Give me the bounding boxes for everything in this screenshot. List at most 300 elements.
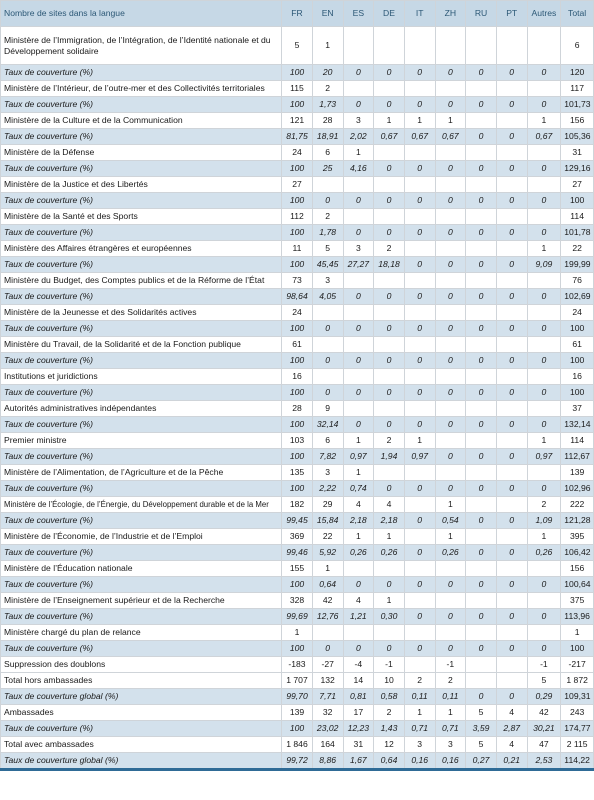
cell-es xyxy=(343,401,374,417)
cell-autres xyxy=(527,27,561,65)
cell-fr: 100 xyxy=(282,417,313,433)
cell-es: 2,18 xyxy=(343,513,374,529)
cell-it xyxy=(404,401,435,417)
coverage-rate-label: Taux de couverture (%) xyxy=(1,385,282,401)
cell-total: 37 xyxy=(561,401,594,417)
cell-autres: 0 xyxy=(527,97,561,113)
cell-es: 0 xyxy=(343,385,374,401)
cell-en: 0 xyxy=(312,641,343,657)
entity-row xyxy=(1,81,594,97)
cell-zh xyxy=(435,241,466,257)
cell-fr: 121 xyxy=(282,113,313,129)
header-label: Nombre de sites dans la langue xyxy=(1,1,282,27)
cell-de: 2 xyxy=(374,705,405,721)
cell-de xyxy=(374,401,405,417)
cell-en: 32 xyxy=(312,705,343,721)
coverage-rate-label: Taux de couverture (%) xyxy=(1,289,282,305)
cell-es: 0 xyxy=(343,65,374,81)
coverage-rate-label: Taux de couverture (%) xyxy=(1,97,282,113)
cell-es: 0,26 xyxy=(343,545,374,561)
cell-total: 27 xyxy=(561,177,594,193)
cell-en: 1,73 xyxy=(312,97,343,113)
cell-en: 132 xyxy=(312,673,343,689)
cell-de: 18,18 xyxy=(374,257,405,273)
cell-de xyxy=(374,561,405,577)
cell-fr: 1 707 xyxy=(282,673,313,689)
cell-autres: 0 xyxy=(527,417,561,433)
cell-en: 2 xyxy=(312,209,343,225)
cell-it: 0,71 xyxy=(404,721,435,737)
cell-fr: 73 xyxy=(282,273,313,289)
cell-ru: 0 xyxy=(466,193,497,209)
cell-en: 32,14 xyxy=(312,417,343,433)
coverage-rate-row xyxy=(1,513,594,529)
cell-zh xyxy=(435,625,466,641)
cell-pt: 0 xyxy=(496,257,527,273)
header-col-it: IT xyxy=(404,1,435,27)
cell-zh: 0,54 xyxy=(435,513,466,529)
cell-it: 0 xyxy=(404,257,435,273)
header-col-pt: PT xyxy=(496,1,527,27)
cell-de: 2,18 xyxy=(374,513,405,529)
cell-es: 31 xyxy=(343,737,374,753)
cell-en: 12,76 xyxy=(312,609,343,625)
entity-label: Ministère de l’Intérieur, de l’outre-mer et des Collectivités territoriales xyxy=(1,81,282,97)
cell-en: 8,86 xyxy=(312,753,343,770)
cell-zh: 0 xyxy=(435,609,466,625)
coverage-rate-label: Taux de couverture (%) xyxy=(1,353,282,369)
cell-pt xyxy=(496,113,527,129)
header-col-fr: FR xyxy=(282,1,313,27)
entity-label: Autorités administratives indépendantes xyxy=(1,401,282,417)
entity-label: Ministère de la Défense xyxy=(1,145,282,161)
cell-total: 395 xyxy=(561,529,594,545)
cell-autres xyxy=(527,465,561,481)
cell-es: 0 xyxy=(343,97,374,113)
cell-ru xyxy=(466,337,497,353)
cell-pt xyxy=(496,241,527,257)
cell-fr: 139 xyxy=(282,705,313,721)
cell-pt: 0 xyxy=(496,641,527,657)
cell-es: 3 xyxy=(343,113,374,129)
cell-de xyxy=(374,273,405,289)
cell-en: 1 xyxy=(312,27,343,65)
cell-de: 0,67 xyxy=(374,129,405,145)
cell-fr: 16 xyxy=(282,369,313,385)
cell-total: 114 xyxy=(561,209,594,225)
cell-ru: 5 xyxy=(466,737,497,753)
cell-fr: 135 xyxy=(282,465,313,481)
cell-pt: 0 xyxy=(496,97,527,113)
cell-de: 0 xyxy=(374,65,405,81)
cell-ru: 0 xyxy=(466,577,497,593)
cell-it xyxy=(404,209,435,225)
cell-zh: -1 xyxy=(435,657,466,673)
cell-de xyxy=(374,625,405,641)
cell-zh: 0 xyxy=(435,257,466,273)
cell-fr: 98,64 xyxy=(282,289,313,305)
cell-total: 120 xyxy=(561,65,594,81)
entity-row xyxy=(1,401,594,417)
coverage-rate-label: Taux de couverture (%) xyxy=(1,641,282,657)
cell-de xyxy=(374,81,405,97)
cell-zh: 1 xyxy=(435,705,466,721)
cell-pt: 0 xyxy=(496,481,527,497)
cell-en: 22 xyxy=(312,529,343,545)
cell-en: 18,91 xyxy=(312,129,343,145)
cell-pt xyxy=(496,145,527,161)
coverage-rate-row xyxy=(1,609,594,625)
coverage-rate-row xyxy=(1,689,594,705)
entity-label: Ambassades xyxy=(1,705,282,721)
cell-autres: 9,09 xyxy=(527,257,561,273)
cell-fr: 100 xyxy=(282,193,313,209)
cell-autres: 0 xyxy=(527,481,561,497)
cell-autres xyxy=(527,305,561,321)
cell-ru: 0 xyxy=(466,257,497,273)
cell-zh: 0,16 xyxy=(435,753,466,770)
cell-de: 12 xyxy=(374,737,405,753)
cell-total: 132,14 xyxy=(561,417,594,433)
cell-en: 2,22 xyxy=(312,481,343,497)
cell-it xyxy=(404,529,435,545)
cell-es xyxy=(343,177,374,193)
cell-autres: 2 xyxy=(527,497,561,513)
table-header xyxy=(1,1,594,27)
cell-autres: 0,26 xyxy=(527,545,561,561)
header-col-total: Total xyxy=(561,1,594,27)
coverage-rate-label: Taux de couverture (%) xyxy=(1,481,282,497)
cell-total: 375 xyxy=(561,593,594,609)
cell-fr: 155 xyxy=(282,561,313,577)
cell-autres: -1 xyxy=(527,657,561,673)
cell-total: 100 xyxy=(561,353,594,369)
cell-it xyxy=(404,497,435,513)
cell-it: 0,97 xyxy=(404,449,435,465)
cell-total: 100 xyxy=(561,321,594,337)
coverage-rate-row xyxy=(1,641,594,657)
cell-total: 100 xyxy=(561,385,594,401)
cell-en: 5,92 xyxy=(312,545,343,561)
cell-zh: 0 xyxy=(435,225,466,241)
entity-row xyxy=(1,177,594,193)
entity-row xyxy=(1,337,594,353)
cell-de xyxy=(374,27,405,65)
cell-en: 1,78 xyxy=(312,225,343,241)
cell-es: 1 xyxy=(343,433,374,449)
cell-en: 20 xyxy=(312,65,343,81)
cell-de: 2 xyxy=(374,241,405,257)
header-col-de: DE xyxy=(374,1,405,27)
coverage-rate-label: Taux de couverture global (%) xyxy=(1,689,282,705)
cell-total: 139 xyxy=(561,465,594,481)
cell-en: 45,45 xyxy=(312,257,343,273)
cell-total: 129,16 xyxy=(561,161,594,177)
cell-zh xyxy=(435,27,466,65)
cell-es xyxy=(343,561,374,577)
cell-ru xyxy=(466,113,497,129)
entity-label: Ministère de la Santé et des Sports xyxy=(1,209,282,225)
cell-pt xyxy=(496,657,527,673)
cell-en: 1 xyxy=(312,561,343,577)
cell-en: 6 xyxy=(312,433,343,449)
cell-es: 0,74 xyxy=(343,481,374,497)
cell-zh: 0,71 xyxy=(435,721,466,737)
cell-zh: 1 xyxy=(435,113,466,129)
cell-de: 0 xyxy=(374,577,405,593)
cell-ru xyxy=(466,433,497,449)
cell-pt xyxy=(496,273,527,289)
cell-de: 1 xyxy=(374,593,405,609)
coverage-rate-row xyxy=(1,65,594,81)
cell-zh: 0,67 xyxy=(435,129,466,145)
cell-es: 1 xyxy=(343,529,374,545)
cell-ru xyxy=(466,369,497,385)
entity-label: Ministère de l’Enseignement supérieur et de la Recherche xyxy=(1,593,282,609)
cell-total: 61 xyxy=(561,337,594,353)
cell-it xyxy=(404,465,435,481)
cell-de: 0 xyxy=(374,289,405,305)
cell-it: 0,16 xyxy=(404,753,435,770)
cell-autres: 0,67 xyxy=(527,129,561,145)
cell-total: 1 872 xyxy=(561,673,594,689)
cell-de xyxy=(374,209,405,225)
cell-pt: 0 xyxy=(496,609,527,625)
cell-pt: 0 xyxy=(496,129,527,145)
entity-row xyxy=(1,465,594,481)
cell-autres: 0 xyxy=(527,321,561,337)
cell-autres: 42 xyxy=(527,705,561,721)
cell-ru: 0 xyxy=(466,417,497,433)
cell-autres: 0 xyxy=(527,193,561,209)
cell-fr: 99,45 xyxy=(282,513,313,529)
cell-es: 0 xyxy=(343,353,374,369)
header-col-es: ES xyxy=(343,1,374,27)
cell-it: 1 xyxy=(404,433,435,449)
cell-autres xyxy=(527,273,561,289)
cell-en xyxy=(312,369,343,385)
cell-ru: 0 xyxy=(466,289,497,305)
coverage-rate-row xyxy=(1,577,594,593)
cell-fr: 100 xyxy=(282,481,313,497)
cell-it: 0 xyxy=(404,321,435,337)
cell-de: 0 xyxy=(374,193,405,209)
cell-total: 100 xyxy=(561,641,594,657)
cell-total: 76 xyxy=(561,273,594,289)
cell-fr: 24 xyxy=(282,145,313,161)
cell-total: 121,28 xyxy=(561,513,594,529)
header-col-en: EN xyxy=(312,1,343,27)
coverage-rate-row xyxy=(1,449,594,465)
cell-de: 0,26 xyxy=(374,545,405,561)
cell-ru xyxy=(466,625,497,641)
cell-fr: 61 xyxy=(282,337,313,353)
cell-autres: 0 xyxy=(527,385,561,401)
cell-ru: 0 xyxy=(466,65,497,81)
cell-autres xyxy=(527,145,561,161)
cell-en: 4,05 xyxy=(312,289,343,305)
cell-ru xyxy=(466,241,497,257)
header-row xyxy=(1,1,594,27)
cell-de: 0 xyxy=(374,641,405,657)
cell-ru xyxy=(466,657,497,673)
coverage-rate-label: Taux de couverture (%) xyxy=(1,193,282,209)
entity-label: Total hors ambassades xyxy=(1,673,282,689)
cell-es: 3 xyxy=(343,241,374,257)
cell-it: 0,67 xyxy=(404,129,435,145)
cell-en: 42 xyxy=(312,593,343,609)
entity-row xyxy=(1,145,594,161)
cell-de xyxy=(374,177,405,193)
coverage-rate-row xyxy=(1,353,594,369)
cell-autres: 5 xyxy=(527,673,561,689)
entity-row xyxy=(1,737,594,753)
cell-pt xyxy=(496,433,527,449)
cell-en xyxy=(312,305,343,321)
cell-de: 0 xyxy=(374,385,405,401)
cell-total: 31 xyxy=(561,145,594,161)
cell-pt: 0 xyxy=(496,321,527,337)
cell-pt: 0,21 xyxy=(496,753,527,770)
cell-total: 22 xyxy=(561,241,594,257)
cell-de: 0 xyxy=(374,481,405,497)
cell-total: 112,67 xyxy=(561,449,594,465)
cell-en xyxy=(312,625,343,641)
cell-it xyxy=(404,81,435,97)
cell-pt: 0 xyxy=(496,513,527,529)
cell-pt xyxy=(496,81,527,97)
cell-fr: 27 xyxy=(282,177,313,193)
cell-total: 100,64 xyxy=(561,577,594,593)
cell-total: 2 115 xyxy=(561,737,594,753)
cell-pt xyxy=(496,337,527,353)
cell-zh: 0 xyxy=(435,449,466,465)
cell-es: 0,81 xyxy=(343,689,374,705)
cell-es: -4 xyxy=(343,657,374,673)
cell-es: 14 xyxy=(343,673,374,689)
cell-ru: 0 xyxy=(466,129,497,145)
cell-zh xyxy=(435,465,466,481)
cell-ru xyxy=(466,305,497,321)
coverage-rate-row xyxy=(1,385,594,401)
cell-it xyxy=(404,273,435,289)
cell-fr: 100 xyxy=(282,641,313,657)
table-body xyxy=(1,27,594,770)
cell-es: 1 xyxy=(343,145,374,161)
cell-es: 12,23 xyxy=(343,721,374,737)
cell-fr: 99,46 xyxy=(282,545,313,561)
cell-zh xyxy=(435,81,466,97)
cell-ru: 0 xyxy=(466,545,497,561)
coverage-rate-label: Taux de couverture (%) xyxy=(1,449,282,465)
coverage-rate-row xyxy=(1,97,594,113)
cell-fr: 103 xyxy=(282,433,313,449)
cell-autres: 2,53 xyxy=(527,753,561,770)
coverage-rate-row xyxy=(1,161,594,177)
coverage-rate-row xyxy=(1,721,594,737)
cell-zh: 1 xyxy=(435,497,466,513)
cell-de: 0 xyxy=(374,321,405,337)
cell-en: 3 xyxy=(312,273,343,289)
cell-pt: 0 xyxy=(496,193,527,209)
cell-zh: 0 xyxy=(435,97,466,113)
cell-ru xyxy=(466,497,497,513)
cell-fr: 328 xyxy=(282,593,313,609)
entity-label: Ministère du Budget, des Comptes publics et de la Réforme de l’État xyxy=(1,273,282,289)
cell-en: 5 xyxy=(312,241,343,257)
cell-autres xyxy=(527,81,561,97)
cell-de xyxy=(374,465,405,481)
entity-row xyxy=(1,273,594,289)
cell-de: 0 xyxy=(374,161,405,177)
cell-zh: 1 xyxy=(435,529,466,545)
cell-fr: 81,75 xyxy=(282,129,313,145)
cell-ru xyxy=(466,529,497,545)
cell-en: 2 xyxy=(312,81,343,97)
cell-autres: 30,21 xyxy=(527,721,561,737)
cell-fr: 1 846 xyxy=(282,737,313,753)
cell-autres: 0,97 xyxy=(527,449,561,465)
cell-en: 25 xyxy=(312,161,343,177)
cell-en: 7,71 xyxy=(312,689,343,705)
cell-de: 10 xyxy=(374,673,405,689)
cell-it: 3 xyxy=(404,737,435,753)
cell-es: 0 xyxy=(343,225,374,241)
entity-row xyxy=(1,209,594,225)
cell-it xyxy=(404,625,435,641)
cell-pt xyxy=(496,401,527,417)
cell-it: 0 xyxy=(404,417,435,433)
cell-autres: 1 xyxy=(527,529,561,545)
cell-fr: 28 xyxy=(282,401,313,417)
cell-it xyxy=(404,369,435,385)
cell-it xyxy=(404,337,435,353)
cell-fr: 100 xyxy=(282,225,313,241)
cell-en: 7,82 xyxy=(312,449,343,465)
cell-pt: 4 xyxy=(496,737,527,753)
cell-total: 243 xyxy=(561,705,594,721)
cell-ru: 3,59 xyxy=(466,721,497,737)
cell-ru xyxy=(466,81,497,97)
cell-ru xyxy=(466,561,497,577)
cell-pt xyxy=(496,305,527,321)
cell-it: 0 xyxy=(404,161,435,177)
cell-autres: 0 xyxy=(527,353,561,369)
coverage-rate-row xyxy=(1,417,594,433)
cell-en: 0 xyxy=(312,193,343,209)
cell-ru xyxy=(466,401,497,417)
entity-row xyxy=(1,497,594,513)
cell-zh xyxy=(435,305,466,321)
cell-it: 0,11 xyxy=(404,689,435,705)
cell-pt: 2,87 xyxy=(496,721,527,737)
cell-zh xyxy=(435,337,466,353)
cell-autres: 0 xyxy=(527,161,561,177)
cell-zh: 0 xyxy=(435,417,466,433)
cell-pt: 4 xyxy=(496,705,527,721)
entity-row xyxy=(1,673,594,689)
cell-pt xyxy=(496,497,527,513)
entity-label: Ministère du Travail, de la Solidarité et de la Fonction publique xyxy=(1,337,282,353)
entity-label: Institutions et juridictions xyxy=(1,369,282,385)
cell-total: 109,31 xyxy=(561,689,594,705)
cell-autres: 0 xyxy=(527,65,561,81)
cell-de xyxy=(374,145,405,161)
cell-zh: 0 xyxy=(435,353,466,369)
cell-en: 28 xyxy=(312,113,343,129)
cell-es: 0 xyxy=(343,577,374,593)
cell-it: 1 xyxy=(404,705,435,721)
